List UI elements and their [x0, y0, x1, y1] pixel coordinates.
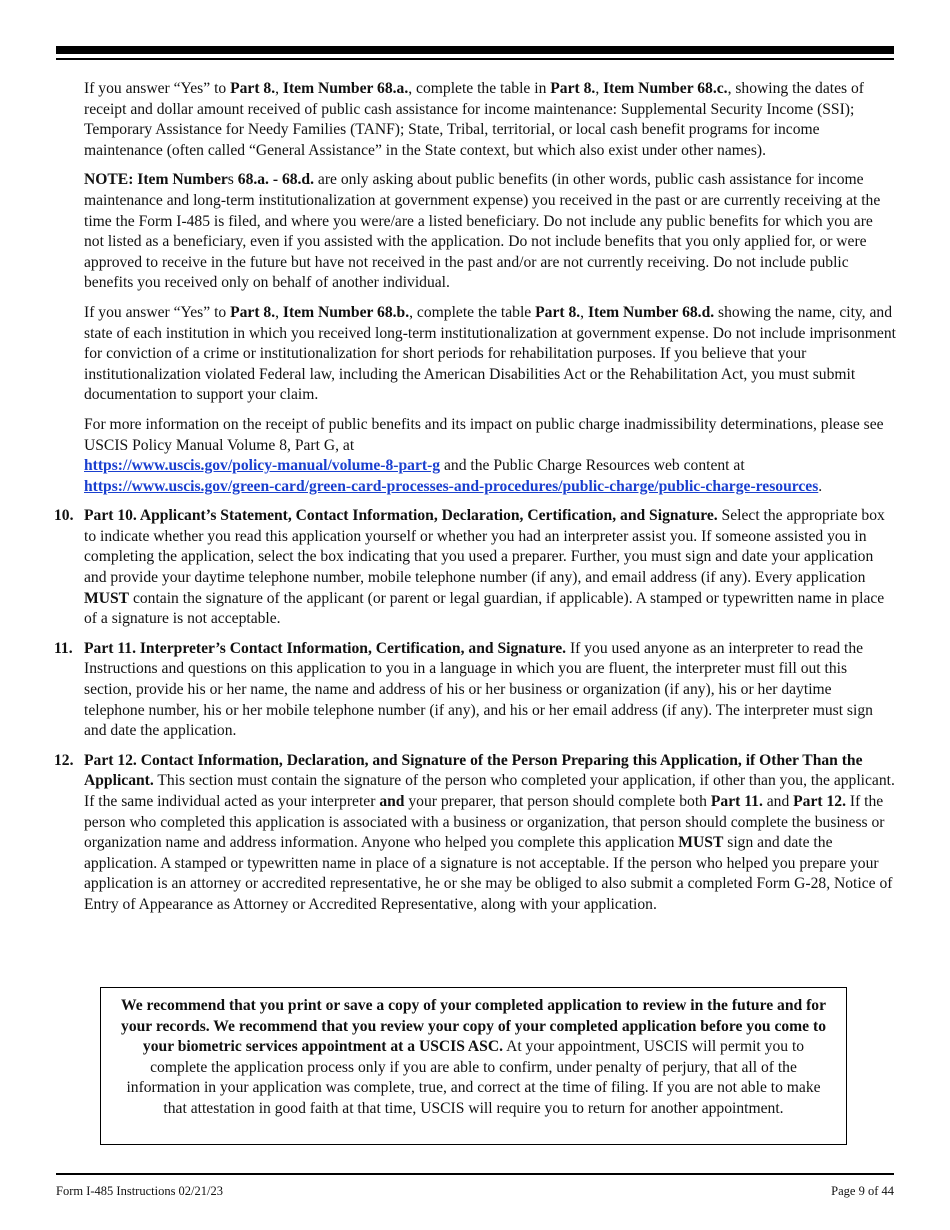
item-number: 12. [54, 751, 74, 769]
item-12: 12. Part 12. Contact Information, Declaration, and Signature of the Person Preparing this Application, if Other Than the Applicant. This section must contain the signature of the person who completed your application, if other than you, the applicant. If the same individual acted as your interpreter and your preparer, that person should complete both Part 11. and Part 12. If the person who completed this application is associated with a business or organization, that person should complete the business or organization name and address information. Anyone who helped you complete this application MUST sign and date the application. A stamped or typewritten name in place of a signature is not acceptable. If the person who helped you prepare your application is an attorney or accredited representative, he or she may be obliged to also submit a completed Form G-28, Notice of Entry of Appearance as Attorney or Accredited Representative, along with your application. [54, 751, 895, 913]
item-title: Part 12. Contact Information, Declaration, and Signature of the Person Preparing this Application, if Other Than the Applicant. [84, 751, 863, 790]
item-number: 11. [54, 639, 73, 657]
paragraph-note: NOTE: Item Numbers 68.a. - 68.d. are only asking about public benefits (in other words, public cash assistance for income maintenance and long-term institutionalization at government expense) you received in the past or are currently receiving at the time the Form I-485 is filed, and where you were/are a listed beneficiary. Do not include any public benefits for which you are not listed as a beneficiary, even if you assisted with the application. Do not include benefits that you only applied for, or were approved to receive in the future but have not received in the past and/or are not currently receiving. Do not include public benefits you received only on behalf of another individual. [84, 171, 881, 292]
paragraph-institutionalization: If you answer “Yes” to Part 8., Item Number 68.b., complete the table Part 8., Item Number 68.d. showing the name, city, and state of each institution in which you received long-term institutionalization at government expense. Do not include imprisonment for conviction of a crime or institutionalization for short periods for rehabilitation purposes. If you believe that your institutionalization violated Federal law, including the American Disabilities Act or the Rehabilitation Act, you must submit documentation to support your claim. [84, 303, 896, 404]
paragraph-public-cash-assistance: If you answer “Yes” to Part 8., Item Number 68.a., complete the table in Part 8., Item Number 68.c., showing the dates of receipt and dollar amount received of public cash assistance for income maintenance: Supplemental Security Income (SSI); Temporary Assistance for Needy Families (TANF); State, Tribal, territorial, or local cash benefit programs for income maintenance (often called “General Assistance” in the State context, but which also exist under other names). [84, 80, 864, 159]
notice-text: At your appointment, USCIS will permit you to complete the application process only if you are able to confirm, under penalty of perjury, that all of the information in your application was complete, true, and correct at the time of filing. If you are not able to make that attestation in good faith at that time, USCIS will require you to return for another appointment. [126, 1038, 821, 1117]
item-title: Part 10. Applicant’s Statement, Contact Information, Declaration, Certification, and Signature. [84, 507, 718, 525]
public-charge-resources-link[interactable]: https://www.uscis.gov/green-card/green-card-processes-and-procedures/public-charge/public-charge-resources [84, 477, 819, 495]
recommendation-notice-box [100, 987, 847, 1145]
instructions-body [54, 79, 896, 925]
footer-page-number: Page 9 of 44 [831, 1184, 894, 1198]
footer-rule [56, 1173, 894, 1175]
header-rule-thin [56, 58, 894, 60]
notice-bold-text: We recommend that you print or save a copy of your completed application to review in the future and for your records. We recommend that you review your copy of your completed application before you come to your biometric services appointment at a USCIS ASC. [121, 997, 826, 1056]
item-10: 10. Part 10. Applicant’s Statement, Contact Information, Declaration, Certification, and Signature. Select the appropriate box to indicate whether you read this application yourself or whether you had an interpreter assist you. If someone assisted you in completing the application, select the box indicating that you used a preparer. Further, you must sign and date your application and provide your daytime telephone number, mobile telephone number (if any), and email address (if any). Every application MUST contain the signature of the applicant (or parent or legal guardian, if applicable). A stamped or typewritten name in place of a signature is not acceptable. [54, 507, 885, 628]
policy-manual-link[interactable]: https://www.uscis.gov/policy-manual/volume-8-part-g [84, 457, 441, 475]
paragraph-more-information: For more information on the receipt of public benefits and its impact on public charge inadmissibility determinations, please see USCIS Policy Manual Volume 8, Part G, at https://www.uscis.gov/policy-manual/volume-8-part-g and the Public Charge Resources web content at https://www.uscis.gov/green-card/green-card-processes-and-procedures/public-charge/public-charge-resources. [84, 415, 884, 495]
item-number: 10. [54, 507, 74, 525]
footer-form-title: Form I-485 Instructions 02/21/23 [56, 1184, 224, 1198]
item-11: 11. Part 11. Interpreter’s Contact Information, Certification, and Signature. If you used anyone as an interpreter to read the Instructions and questions on this application to you in a language in which you are fluent, the interpreter must fill out this section, provide his or her name, the name and address of his or her business or organization (if any), his or her daytime telephone number, his or her mobile telephone number (if any), and his or her email address (if any). The interpreter must sign and date the application. [54, 639, 873, 740]
item-title: Part 11. Interpreter’s Contact Information, Certification, and Signature. [84, 639, 567, 657]
header-rule-thick [56, 46, 894, 54]
